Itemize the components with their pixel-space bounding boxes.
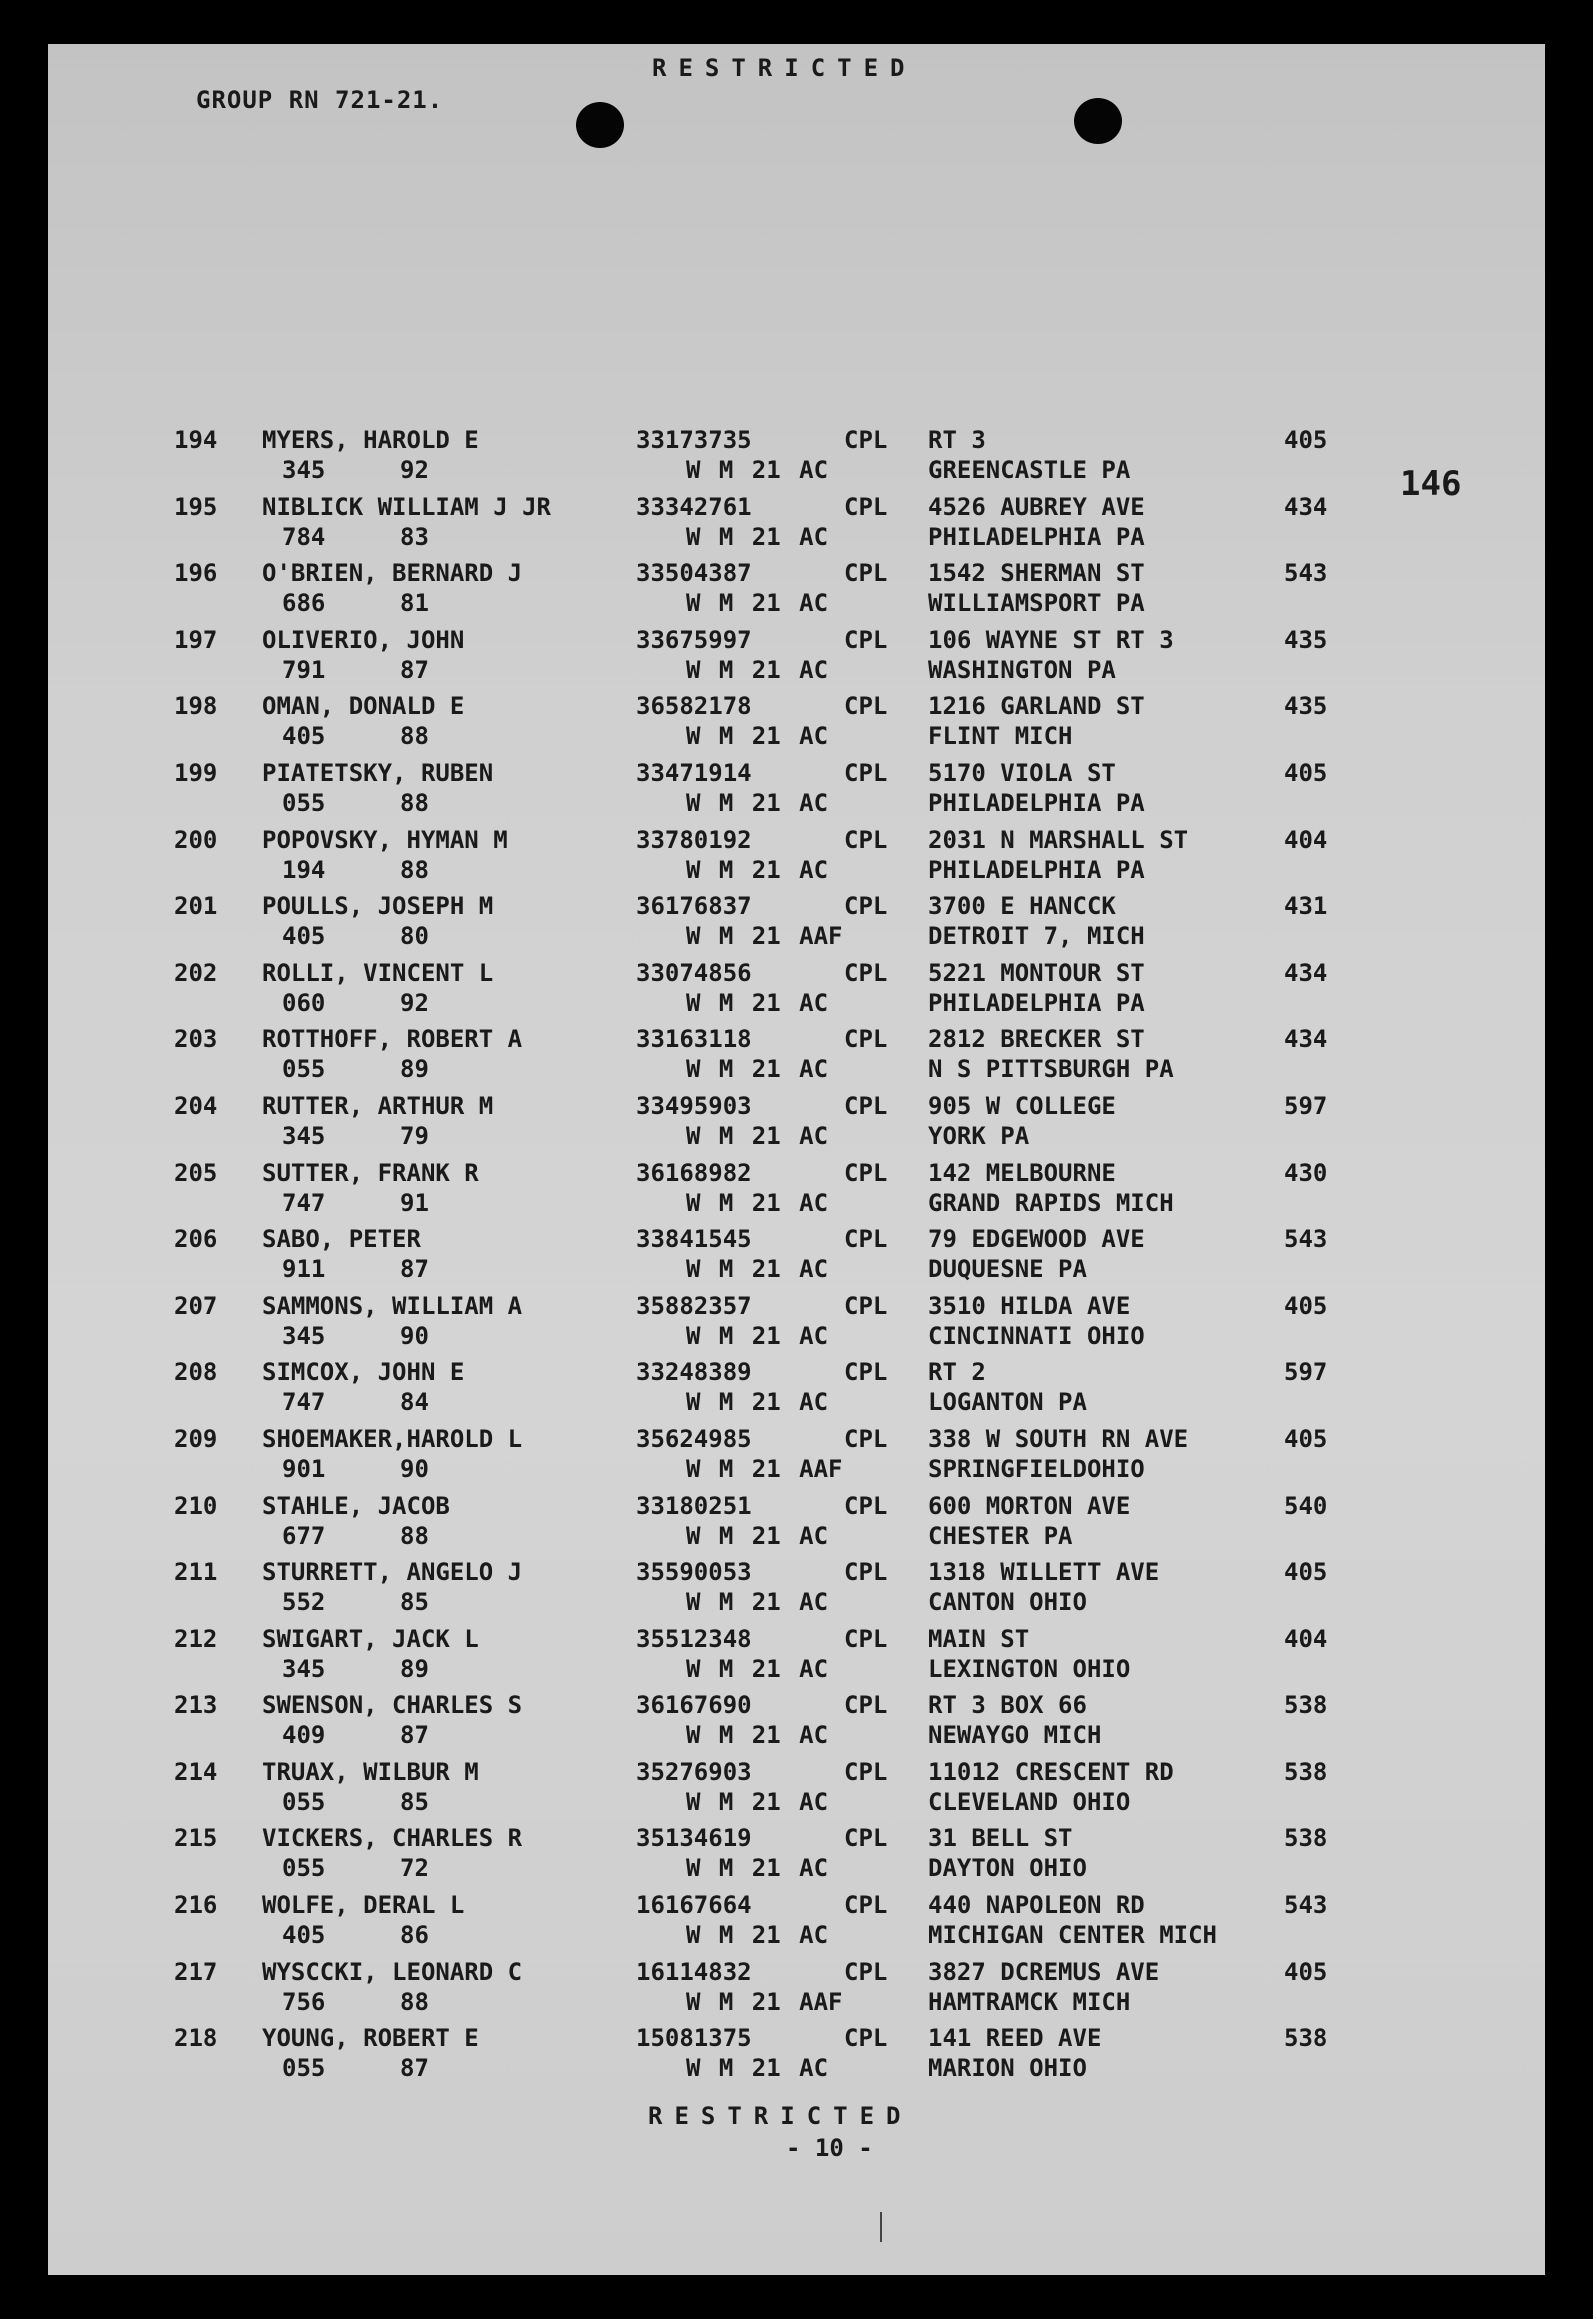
soldier-name: WOLFE, DERAL L bbox=[262, 1891, 465, 1920]
record-number: 207 bbox=[174, 1291, 218, 1320]
record-number: 203 bbox=[174, 1025, 218, 1054]
record-number: 217 bbox=[174, 1957, 218, 1986]
rank: CPL bbox=[844, 426, 888, 454]
serial-number: 35882357 bbox=[636, 1291, 752, 1320]
record-number: 194 bbox=[174, 426, 218, 454]
rank: CPL bbox=[844, 1424, 888, 1453]
address-line-1: 11012 CRESCENT RD bbox=[928, 1757, 1174, 1786]
district-code: 434 bbox=[1284, 958, 1328, 987]
rank: CPL bbox=[844, 625, 888, 654]
occupation-code: 901 bbox=[282, 1454, 326, 1483]
soldier-name: SWIGART, JACK L bbox=[262, 1624, 479, 1653]
unit-code: W M 21 AC bbox=[686, 1121, 829, 1150]
district-code: 431 bbox=[1284, 892, 1328, 921]
serial-number: 33504387 bbox=[636, 559, 752, 588]
address-line-1: 2812 BRECKER ST bbox=[928, 1025, 1145, 1054]
serial-number: 35512348 bbox=[636, 1624, 752, 1653]
serial-number: 33248389 bbox=[636, 1358, 752, 1387]
soldier-name: POULLS, JOSEPH M bbox=[262, 892, 494, 921]
district-code: 405 bbox=[1284, 426, 1328, 454]
roster-row bbox=[48, 1758, 1545, 1825]
rank: CPL bbox=[844, 892, 888, 921]
address-line-2: FLINT MICH bbox=[928, 722, 1073, 751]
address-line-2: WASHINGTON PA bbox=[928, 655, 1116, 684]
district-code: 435 bbox=[1284, 692, 1328, 721]
address-line-1: RT 3 bbox=[928, 426, 986, 454]
serial-number: 33173735 bbox=[636, 426, 752, 454]
soldier-name: STAHLE, JACOB bbox=[262, 1491, 450, 1520]
soldier-name: SWENSON, CHARLES S bbox=[262, 1691, 523, 1720]
record-number: 218 bbox=[174, 2024, 218, 2053]
score: 81 bbox=[400, 589, 429, 618]
district-code: 405 bbox=[1284, 758, 1328, 787]
score: 72 bbox=[400, 1854, 429, 1883]
district-code: 538 bbox=[1284, 1757, 1328, 1786]
soldier-name: WYSCCKI, LEONARD C bbox=[262, 1957, 523, 1986]
occupation-code: 791 bbox=[282, 655, 326, 684]
serial-number: 33180251 bbox=[636, 1491, 752, 1520]
address-line-1: 1318 WILLETT AVE bbox=[928, 1558, 1160, 1587]
district-code: 543 bbox=[1284, 1225, 1328, 1254]
address-line-1: 338 W SOUTH RN AVE bbox=[928, 1424, 1189, 1453]
address-line-2: LEXINGTON OHIO bbox=[928, 1654, 1131, 1683]
unit-code: W M 21 AC bbox=[686, 1321, 829, 1350]
roster-row bbox=[48, 1159, 1545, 1226]
district-code: 430 bbox=[1284, 1158, 1328, 1187]
roster-row bbox=[48, 1891, 1545, 1958]
occupation-code: 405 bbox=[282, 722, 326, 751]
district-code: 404 bbox=[1284, 825, 1328, 854]
record-number: 198 bbox=[174, 692, 218, 721]
occupation-code: 345 bbox=[282, 1121, 326, 1150]
address-line-1: 3510 HILDA AVE bbox=[928, 1291, 1131, 1320]
serial-number: 33841545 bbox=[636, 1225, 752, 1254]
soldier-name: ROTTHOFF, ROBERT A bbox=[262, 1025, 523, 1054]
score: 83 bbox=[400, 522, 429, 551]
serial-number: 33675997 bbox=[636, 625, 752, 654]
roster-row bbox=[48, 1558, 1545, 1625]
unit-code: W M 21 AC bbox=[686, 1588, 829, 1617]
soldier-name: VICKERS, CHARLES R bbox=[262, 1824, 523, 1853]
soldier-name: SABO, PETER bbox=[262, 1225, 421, 1254]
serial-number: 36168982 bbox=[636, 1158, 752, 1187]
rank: CPL bbox=[844, 492, 888, 521]
roster-row bbox=[48, 759, 1545, 826]
unit-code: W M 21 AAF bbox=[686, 1454, 843, 1483]
punch-hole-right bbox=[1074, 98, 1122, 144]
rank: CPL bbox=[844, 1091, 888, 1120]
soldier-name: SAMMONS, WILLIAM A bbox=[262, 1291, 523, 1320]
unit-code: W M 21 AC bbox=[686, 456, 829, 484]
personnel-roster bbox=[48, 426, 1545, 2091]
record-number: 205 bbox=[174, 1158, 218, 1187]
occupation-code: 055 bbox=[282, 1055, 326, 1084]
soldier-name: OLIVERIO, JOHN bbox=[262, 625, 465, 654]
address-line-2: DUQUESNE PA bbox=[928, 1255, 1087, 1284]
district-code: 405 bbox=[1284, 1558, 1328, 1587]
soldier-name: STURRETT, ANGELO J bbox=[262, 1558, 523, 1587]
address-line-1: 440 NAPOLEON RD bbox=[928, 1891, 1145, 1920]
unit-code: W M 21 AC bbox=[686, 1721, 829, 1750]
district-code: 405 bbox=[1284, 1957, 1328, 1986]
score: 88 bbox=[400, 722, 429, 751]
rank: CPL bbox=[844, 1491, 888, 1520]
address-line-2: LOGANTON PA bbox=[928, 1388, 1087, 1417]
soldier-name: SIMCOX, JOHN E bbox=[262, 1358, 465, 1387]
unit-code: W M 21 AAF bbox=[686, 1987, 843, 2016]
district-code: 435 bbox=[1284, 625, 1328, 654]
soldier-name: NIBLICK WILLIAM J JR bbox=[262, 492, 551, 521]
punch-hole-left bbox=[576, 102, 624, 148]
occupation-code: 747 bbox=[282, 1388, 326, 1417]
score: 90 bbox=[400, 1321, 429, 1350]
soldier-name: MYERS, HAROLD E bbox=[262, 426, 479, 454]
address-line-1: 3827 DCREMUS AVE bbox=[928, 1957, 1160, 1986]
roster-row bbox=[48, 1358, 1545, 1425]
serial-number: 35134619 bbox=[636, 1824, 752, 1853]
address-line-2: CANTON OHIO bbox=[928, 1588, 1087, 1617]
district-code: 538 bbox=[1284, 1824, 1328, 1853]
address-line-2: SPRINGFIELDOHIO bbox=[928, 1454, 1145, 1483]
unit-code: W M 21 AC bbox=[686, 855, 829, 884]
unit-code: W M 21 AC bbox=[686, 1521, 829, 1550]
record-number: 216 bbox=[174, 1891, 218, 1920]
district-code: 597 bbox=[1284, 1358, 1328, 1387]
serial-number: 36582178 bbox=[636, 692, 752, 721]
roster-row bbox=[48, 2024, 1545, 2091]
record-number: 210 bbox=[174, 1491, 218, 1520]
address-line-2: GRAND RAPIDS MICH bbox=[928, 1188, 1174, 1217]
score: 85 bbox=[400, 1787, 429, 1816]
record-number: 195 bbox=[174, 492, 218, 521]
district-code: 543 bbox=[1284, 1891, 1328, 1920]
address-line-1: 5221 MONTOUR ST bbox=[928, 958, 1145, 987]
roster-row bbox=[48, 1025, 1545, 1092]
soldier-name: POPOVSKY, HYMAN M bbox=[262, 825, 508, 854]
serial-number: 15081375 bbox=[636, 2024, 752, 2053]
address-line-1: RT 2 bbox=[928, 1358, 986, 1387]
record-number: 215 bbox=[174, 1824, 218, 1853]
address-line-2: PHILADELPHIA PA bbox=[928, 855, 1145, 884]
unit-code: W M 21 AC bbox=[686, 1854, 829, 1883]
record-number: 196 bbox=[174, 559, 218, 588]
score: 92 bbox=[400, 456, 429, 484]
address-line-2: YORK PA bbox=[928, 1121, 1030, 1150]
serial-number: 33780192 bbox=[636, 825, 752, 854]
score: 88 bbox=[400, 788, 429, 817]
address-line-1: 31 BELL ST bbox=[928, 1824, 1073, 1853]
record-number: 208 bbox=[174, 1358, 218, 1387]
record-number: 201 bbox=[174, 892, 218, 921]
occupation-code: 409 bbox=[282, 1721, 326, 1750]
occupation-code: 747 bbox=[282, 1188, 326, 1217]
address-line-1: 106 WAYNE ST RT 3 bbox=[928, 625, 1174, 654]
unit-code: W M 21 AC bbox=[686, 1921, 829, 1950]
occupation-code: 756 bbox=[282, 1987, 326, 2016]
record-number: 197 bbox=[174, 625, 218, 654]
address-line-2: CINCINNATI OHIO bbox=[928, 1321, 1145, 1350]
roster-row bbox=[48, 892, 1545, 959]
occupation-code: 405 bbox=[282, 922, 326, 951]
serial-number: 33074856 bbox=[636, 958, 752, 987]
roster-row bbox=[48, 692, 1545, 759]
unit-code: W M 21 AC bbox=[686, 655, 829, 684]
address-line-1: 141 REED AVE bbox=[928, 2024, 1102, 2053]
page-number: - 10 - bbox=[786, 2134, 873, 2162]
roster-row bbox=[48, 1691, 1545, 1758]
roster-row bbox=[48, 493, 1545, 560]
soldier-name: OMAN, DONALD E bbox=[262, 692, 465, 721]
address-line-2: NEWAYGO MICH bbox=[928, 1721, 1102, 1750]
score: 89 bbox=[400, 1055, 429, 1084]
address-line-1: 600 MORTON AVE bbox=[928, 1491, 1131, 1520]
address-line-1: 3700 E HANCCK bbox=[928, 892, 1116, 921]
unit-code: W M 21 AC bbox=[686, 1388, 829, 1417]
occupation-code: 345 bbox=[282, 1321, 326, 1350]
rank: CPL bbox=[844, 1957, 888, 1986]
record-number: 206 bbox=[174, 1225, 218, 1254]
unit-code: W M 21 AC bbox=[686, 1188, 829, 1217]
rank: CPL bbox=[844, 1358, 888, 1387]
occupation-code: 060 bbox=[282, 988, 326, 1017]
rank: CPL bbox=[844, 692, 888, 721]
district-code: 434 bbox=[1284, 1025, 1328, 1054]
rank: CPL bbox=[844, 825, 888, 854]
roster-row bbox=[48, 959, 1545, 1026]
record-number: 209 bbox=[174, 1424, 218, 1453]
score: 91 bbox=[400, 1188, 429, 1217]
roster-row bbox=[48, 1092, 1545, 1159]
address-line-2: GREENCASTLE PA bbox=[928, 456, 1131, 484]
rank: CPL bbox=[844, 958, 888, 987]
rank: CPL bbox=[844, 1691, 888, 1720]
serial-number: 33495903 bbox=[636, 1091, 752, 1120]
record-number: 199 bbox=[174, 758, 218, 787]
occupation-code: 677 bbox=[282, 1521, 326, 1550]
district-code: 405 bbox=[1284, 1291, 1328, 1320]
soldier-name: RUTTER, ARTHUR M bbox=[262, 1091, 494, 1120]
address-line-2: N S PITTSBURGH PA bbox=[928, 1055, 1174, 1084]
serial-number: 33471914 bbox=[636, 758, 752, 787]
address-line-1: 905 W COLLEGE bbox=[928, 1091, 1116, 1120]
address-line-1: RT 3 BOX 66 bbox=[928, 1691, 1087, 1720]
roster-row bbox=[48, 1625, 1545, 1692]
unit-code: W M 21 AC bbox=[686, 1255, 829, 1284]
score: 92 bbox=[400, 988, 429, 1017]
record-number: 202 bbox=[174, 958, 218, 987]
roster-row bbox=[48, 1292, 1545, 1359]
occupation-code: 055 bbox=[282, 2054, 326, 2083]
address-line-2: MICHIGAN CENTER MICH bbox=[928, 1921, 1217, 1950]
unit-code: W M 21 AC bbox=[686, 988, 829, 1017]
record-number: 214 bbox=[174, 1757, 218, 1786]
address-line-1: 1542 SHERMAN ST bbox=[928, 559, 1145, 588]
document-page bbox=[48, 44, 1545, 2275]
roster-row bbox=[48, 426, 1545, 493]
roster-row bbox=[48, 1492, 1545, 1559]
rank: CPL bbox=[844, 559, 888, 588]
rank: CPL bbox=[844, 1891, 888, 1920]
serial-number: 36167690 bbox=[636, 1691, 752, 1720]
roster-row bbox=[48, 1958, 1545, 2025]
score: 85 bbox=[400, 1588, 429, 1617]
serial-number: 33163118 bbox=[636, 1025, 752, 1054]
occupation-code: 055 bbox=[282, 1854, 326, 1883]
serial-number: 35276903 bbox=[636, 1757, 752, 1786]
address-line-1: 5170 VIOLA ST bbox=[928, 758, 1116, 787]
roster-row bbox=[48, 626, 1545, 693]
roster-row bbox=[48, 826, 1545, 893]
occupation-code: 405 bbox=[282, 1921, 326, 1950]
rank: CPL bbox=[844, 1025, 888, 1054]
soldier-name: TRUAX, WILBUR M bbox=[262, 1757, 479, 1786]
score: 88 bbox=[400, 855, 429, 884]
occupation-code: 055 bbox=[282, 788, 326, 817]
occupation-code: 686 bbox=[282, 589, 326, 618]
score: 87 bbox=[400, 2054, 429, 2083]
district-code: 597 bbox=[1284, 1091, 1328, 1120]
district-code: 540 bbox=[1284, 1491, 1328, 1520]
serial-number: 36176837 bbox=[636, 892, 752, 921]
address-line-2: CHESTER PA bbox=[928, 1521, 1073, 1550]
address-line-2: PHILADELPHIA PA bbox=[928, 788, 1145, 817]
district-code: 543 bbox=[1284, 559, 1328, 588]
serial-number: 16114832 bbox=[636, 1957, 752, 1986]
record-number: 211 bbox=[174, 1558, 218, 1587]
soldier-name: SHOEMAKER,HAROLD L bbox=[262, 1424, 523, 1453]
address-line-1: MAIN ST bbox=[928, 1624, 1030, 1653]
district-code: 404 bbox=[1284, 1624, 1328, 1653]
address-line-2: MARION OHIO bbox=[928, 2054, 1087, 2083]
occupation-code: 911 bbox=[282, 1255, 326, 1284]
page-stamp-number: 146 bbox=[1400, 464, 1462, 504]
rank: CPL bbox=[844, 1225, 888, 1254]
serial-number: 33342761 bbox=[636, 492, 752, 521]
restricted-footer: RESTRICTED bbox=[648, 2102, 913, 2130]
rank: CPL bbox=[844, 1158, 888, 1187]
score: 87 bbox=[400, 655, 429, 684]
score: 88 bbox=[400, 1987, 429, 2016]
rank: CPL bbox=[844, 1558, 888, 1587]
occupation-code: 345 bbox=[282, 456, 326, 484]
soldier-name: ROLLI, VINCENT L bbox=[262, 958, 494, 987]
unit-code: W M 21 AC bbox=[686, 1654, 829, 1683]
score: 87 bbox=[400, 1255, 429, 1284]
score: 88 bbox=[400, 1521, 429, 1550]
unit-code: W M 21 AC bbox=[686, 788, 829, 817]
address-line-2: CLEVELAND OHIO bbox=[928, 1787, 1131, 1816]
score: 80 bbox=[400, 922, 429, 951]
score: 84 bbox=[400, 1388, 429, 1417]
restricted-header: RESTRICTED bbox=[652, 54, 917, 82]
address-line-2: DETROIT 7, MICH bbox=[928, 922, 1145, 951]
occupation-code: 784 bbox=[282, 522, 326, 551]
unit-code: W M 21 AAF bbox=[686, 922, 843, 951]
record-number: 213 bbox=[174, 1691, 218, 1720]
roster-row bbox=[48, 1425, 1545, 1492]
district-code: 538 bbox=[1284, 1691, 1328, 1720]
address-line-1: 79 EDGEWOOD AVE bbox=[928, 1225, 1145, 1254]
serial-number: 35624985 bbox=[636, 1424, 752, 1453]
unit-code: W M 21 AC bbox=[686, 722, 829, 751]
soldier-name: O'BRIEN, BERNARD J bbox=[262, 559, 523, 588]
address-line-2: PHILADELPHIA PA bbox=[928, 522, 1145, 551]
rank: CPL bbox=[844, 1624, 888, 1653]
district-code: 538 bbox=[1284, 2024, 1328, 2053]
rank: CPL bbox=[844, 2024, 888, 2053]
score: 79 bbox=[400, 1121, 429, 1150]
unit-code: W M 21 AC bbox=[686, 2054, 829, 2083]
record-number: 204 bbox=[174, 1091, 218, 1120]
occupation-code: 194 bbox=[282, 855, 326, 884]
group-reference: GROUP RN 721-21. bbox=[196, 86, 444, 114]
district-code: 405 bbox=[1284, 1424, 1328, 1453]
occupation-code: 552 bbox=[282, 1588, 326, 1617]
score: 89 bbox=[400, 1654, 429, 1683]
soldier-name: PIATETSKY, RUBEN bbox=[262, 758, 494, 787]
roster-row bbox=[48, 559, 1545, 626]
score: 86 bbox=[400, 1921, 429, 1950]
occupation-code: 345 bbox=[282, 1654, 326, 1683]
address-line-2: WILLIAMSPORT PA bbox=[928, 589, 1145, 618]
unit-code: W M 21 AC bbox=[686, 1055, 829, 1084]
occupation-code: 055 bbox=[282, 1787, 326, 1816]
roster-row bbox=[48, 1824, 1545, 1891]
soldier-name: YOUNG, ROBERT E bbox=[262, 2024, 479, 2053]
district-code: 434 bbox=[1284, 492, 1328, 521]
address-line-1: 1216 GARLAND ST bbox=[928, 692, 1145, 721]
address-line-1: 142 MELBOURNE bbox=[928, 1158, 1116, 1187]
unit-code: W M 21 AC bbox=[686, 1787, 829, 1816]
score: 90 bbox=[400, 1454, 429, 1483]
address-line-1: 2031 N MARSHALL ST bbox=[928, 825, 1189, 854]
unit-code: W M 21 AC bbox=[686, 522, 829, 551]
roster-row bbox=[48, 1225, 1545, 1292]
scan-mark bbox=[880, 2212, 882, 2242]
serial-number: 16167664 bbox=[636, 1891, 752, 1920]
rank: CPL bbox=[844, 1757, 888, 1786]
unit-code: W M 21 AC bbox=[686, 589, 829, 618]
record-number: 212 bbox=[174, 1624, 218, 1653]
score: 87 bbox=[400, 1721, 429, 1750]
address-line-2: DAYTON OHIO bbox=[928, 1854, 1087, 1883]
soldier-name: SUTTER, FRANK R bbox=[262, 1158, 479, 1187]
address-line-2: HAMTRAMCK MICH bbox=[928, 1987, 1131, 2016]
address-line-2: PHILADELPHIA PA bbox=[928, 988, 1145, 1017]
rank: CPL bbox=[844, 1824, 888, 1853]
rank: CPL bbox=[844, 758, 888, 787]
rank: CPL bbox=[844, 1291, 888, 1320]
address-line-1: 4526 AUBREY AVE bbox=[928, 492, 1145, 521]
record-number: 200 bbox=[174, 825, 218, 854]
serial-number: 35590053 bbox=[636, 1558, 752, 1587]
